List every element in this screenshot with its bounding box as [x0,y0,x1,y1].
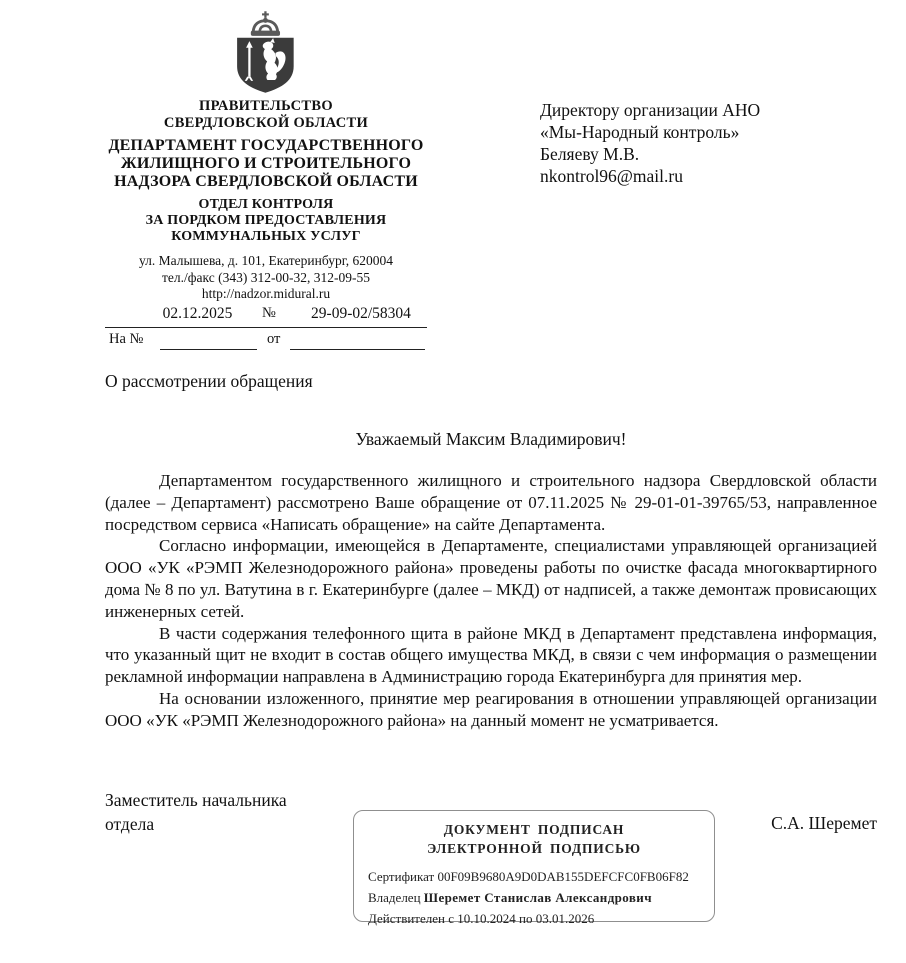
salutation: Уважаемый Максим Владимирович! [355,429,627,449]
paragraph: В части содержания телефонного щита в районе МКД в Департамент представлена информация, что указанный щит не входит в состав общего имущества МКД, в связи с чем информация о размещении рекламной информации направлена в Администрацию города Екатеринбурга для принятия мер. [105,623,877,687]
reply-date-blank [290,328,425,350]
reply-to-label: На № [109,331,144,347]
org-website: http://nadzor.midural.ru [201,286,331,301]
letterhead [100,10,432,303]
from-label: от [267,331,281,347]
recipient-line: «Мы-Народный контроль» [540,122,740,142]
stamp-owner-row [368,887,714,908]
stamp-owner-name: Шеремет Станислав Александрович [423,890,652,905]
department-name-line: ЖИЛИЩНОГО И СТРОИТЕЛЬНОГО [120,155,412,172]
org-phone: тел./факс (343) 312-00-32, 312-09-55 [162,269,370,285]
stamp-title-line: ДОКУМЕНТ ПОДПИСАН [443,822,625,837]
government-name [100,98,432,131]
recipient-line: Директору организации АНО [540,100,761,120]
date-number-row [105,305,427,328]
government-name-line: ПРАВИТЕЛЬСТВО [199,98,333,114]
signer-position [105,789,287,836]
stamp-details [368,866,714,929]
number-sign: № [262,305,276,321]
paragraph: На основании изложенного, принятие мер реагирования в отношении управляющей организации ООО «УК «РЭМП Железнодорожного района» на данный момент не усматривается. [105,688,877,730]
department-name-line: НАДЗОРА СВЕРДЛОВСКОЙ ОБЛАСТИ [114,173,418,190]
signer-position-line: отдела [105,813,155,834]
crown-icon [251,11,280,36]
government-name-line: СВЕРДЛОВСКОЙ ОБЛАСТИ [163,114,369,131]
org-contacts [100,253,432,303]
stamp-certificate-row [368,866,714,887]
division-name-line: ОТДЕЛ КОНТРОЛЯ [198,197,334,212]
stamp-validity: Действителен с 10.10.2024 по 03.01.2026 [368,911,595,926]
recipient-block [540,99,760,187]
stamp-owner-label: Владелец [368,890,421,905]
stamp-certificate-label: Сертификат [368,869,435,884]
paragraph: Департаментом государственного жилищного и строительного надзора Свердловской области (далее – Департамент) рассмотрено Ваше обращение от 07.11.2025 № 29-01-01-39765/53, направленное посредством сервиса «Написать обращение» на сайте Департамента. [105,471,877,534]
letter-body [105,470,877,732]
signer-name: С.А. Шеремет [771,813,877,833]
department-name [100,137,432,191]
stamp-title [354,820,714,858]
org-address: ул. Малышева, д. 101, Екатеринбург, 620004 [139,253,393,268]
reply-number-blank [160,328,257,350]
recipient-line: Беляеву М.В. [540,144,640,164]
letter-date: 02.12.2025 [162,305,233,322]
electronic-signature-stamp [353,810,715,926]
letter-number: 29-09-02/58304 [311,305,411,322]
division-name-line: ЗА ПОРДКОМ ПРЕДОСТАВЛЕНИЯ [145,213,387,228]
requisites-block [105,305,427,352]
paragraph: Согласно информации, имеющейся в Департаменте, специалистами управляющей организацией ООО «УК «РЭМП Железнодорожного района» проведены работы по очистке фасада многоквартирного дома № 8 по ул. Ватутина в г. Екатеринбурге (далее – МКД) от надписей, а также демонтаж провисающих инженерных сетей. [105,536,877,621]
stamp-title-line: ЭЛЕКТРОННОЙ ПОДПИСЬЮ [427,841,641,856]
subject-line: О рассмотрении обращения [105,371,313,391]
stamp-certificate-value: 00F09B9680A9D0DAB155DEFCFC0FB06F82 [437,869,689,884]
reply-reference-row [105,328,427,352]
coat-of-arms-icon [230,10,302,94]
signer-position-line: Заместитель начальника [105,790,287,810]
division-name [100,197,432,245]
department-name-line: ДЕПАРТАМЕНТ ГОСУДАРСТВЕННОГО [108,137,424,154]
recipient-email: nkontrol96@mail.ru [540,166,683,186]
division-name-line: КОММУНАЛЬНЫХ УСЛУГ [171,229,361,244]
